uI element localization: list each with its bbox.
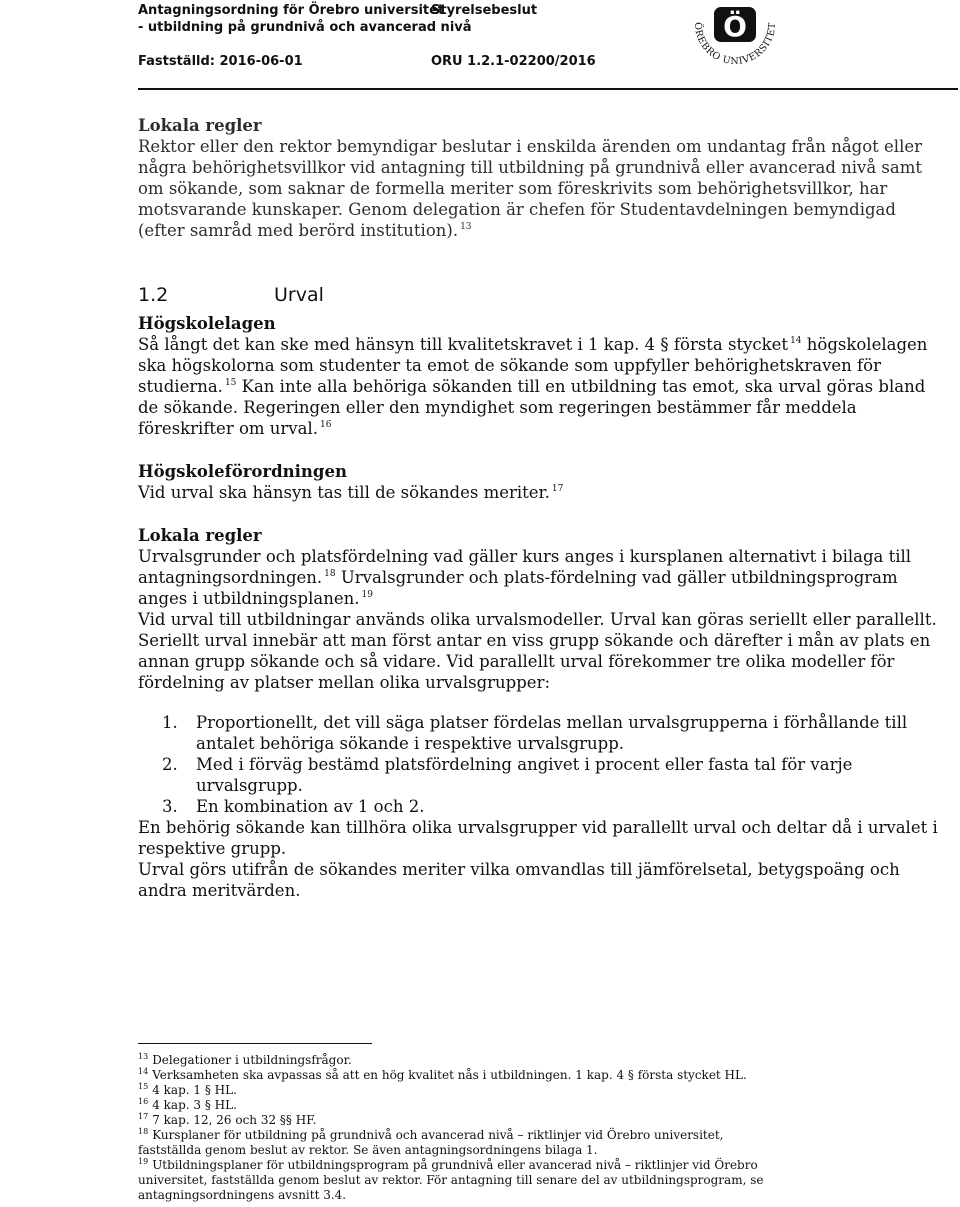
footnote-ref-18: 18 — [324, 569, 336, 579]
selection-models-list — [138, 712, 938, 817]
list-item-text: Med i förväg bestämd platsfördelning angivet i procent eller fasta tal för varje urvalsgrupp. — [196, 755, 853, 795]
list-item-number: 3. — [162, 797, 178, 816]
footnote-text: Verksamheten ska avpassas så att en hög kvalitet nås i utbildningen. 1 kap. 4 § första stycket HL. — [152, 1068, 747, 1082]
logo-text: ÖREBRO UNIVERSITET — [691, 21, 779, 68]
established-date: Fastställd: 2016-06-01 — [138, 54, 303, 69]
local-rules-heading: Lokala regler — [138, 526, 262, 545]
list-item-text: Proportionellt, det vill säga platser fördelas mellan urvalsgrupperna i förhållande till antalet behöriga sökande i respektive urvalsgrupp. — [196, 713, 908, 753]
decision-type: Styrelsebeslut — [431, 3, 538, 18]
local-rules-block — [138, 525, 938, 901]
footnote — [138, 1053, 778, 1068]
reference-number: ORU 1.2.1-02200/2016 — [431, 54, 596, 69]
local-rules-paragraph-3: En behörig sökande kan tillhöra olika urvalsgrupper vid parallellt urval och deltar då i urvalet i respektive grupp. — [138, 818, 938, 858]
section-heading — [138, 283, 938, 307]
hogskoleforordningen-heading: Högskoleförordningen — [138, 462, 347, 481]
university-logo — [683, 2, 787, 74]
document-title-line-2: - utbildning på grundnivå och avancerad nivå — [138, 20, 472, 35]
document-body — [138, 115, 938, 901]
section-number: 1.2 — [138, 284, 169, 306]
local-rules-top-block — [138, 115, 938, 241]
footnote-ref-15: 15 — [224, 378, 237, 388]
list-item-number: 1. — [162, 713, 178, 732]
local-rules-paragraph-1 — [138, 546, 938, 609]
footnotes — [138, 1053, 778, 1203]
footnote-ref-13: 13 — [460, 222, 472, 232]
footnote — [138, 1158, 778, 1203]
hogskolelagen-paragraph — [138, 334, 938, 439]
footnote-number: 19 — [138, 1157, 149, 1166]
hogskolelagen-text-3: Kan inte alla behöriga sökanden till en utbildning tas emot, ska urval göras bland de sökande. Regeringen eller den myndighet som regeringen bestämmer får meddela föreskrifter om urval. — [138, 377, 926, 438]
footnote-ref-14: 14 — [790, 336, 802, 346]
footnote-text: Kursplaner för utbildning på grundnivå och avancerad nivå – riktlinjer vid Örebro universitet, fastställda genom beslut av rektor. Se även antagningsordningens bilaga 1. — [138, 1128, 724, 1157]
footnote-separator — [138, 1043, 372, 1044]
local-rules-top-text: Rektor eller den rektor bemyndigar beslutar i enskilda ärenden om undantag från något eller några behörighetsvillkor vid antagning till utbildning på grundnivå eller avancerad nivå samt om sökande, som saknar de formella meriter som föreskrivits som behörighetsvillkor, har motsvarande kunskaper. Genom delegation är chefen för Studentavdelningen bemyndigad (efter samråd med berörd institution). — [138, 137, 923, 240]
local-rules-top-paragraph — [138, 136, 938, 241]
footnote — [138, 1098, 778, 1113]
footnote — [138, 1113, 778, 1128]
local-rules-paragraph-2: Vid urval till utbildningar används olika urvalsmodeller. Urval kan göras seriellt eller parallellt. Seriellt urval innebär att man först antar en viss grupp sökande och därefter i mån av plats en annan grupp sökande och så vidare. Vid parallellt urval förekommer tre olika modeller för fördelning av platser mellan olika urvalsgrupper: — [138, 610, 937, 692]
footnote-text: 7 kap. 12, 26 och 32 §§ HF. — [152, 1113, 317, 1127]
header-rule — [138, 88, 958, 90]
section-title: Urval — [274, 284, 324, 306]
hogskolelagen-heading: Högskolelagen — [138, 314, 276, 333]
footnote-text: Delegationer i utbildningsfrågor. — [152, 1053, 352, 1067]
local-rules-top-heading: Lokala regler — [138, 116, 262, 135]
hogskolelagen-text-2: högskolelagen ska högskolorna som studenter ta emot de sökande som uppfyller behörighetskraven för studierna. — [138, 335, 928, 396]
footnote-number: 17 — [138, 1112, 149, 1121]
hogskolelagen-block — [138, 313, 938, 439]
hogskoleforordningen-text: Vid urval ska hänsyn tas till de sökandes meriter. — [138, 483, 550, 502]
footnote — [138, 1083, 778, 1098]
document-title — [138, 2, 472, 36]
hogskoleforordningen-block — [138, 461, 938, 503]
local-rules-text-1: Urvalsgrunder och platsfördelning vad gäller kurs anges i kursplanen alternativt i bilaga till antagningsordningen. — [138, 547, 912, 587]
logo-letter: Ö — [723, 10, 747, 43]
footnote-number: 18 — [138, 1127, 149, 1136]
hogskoleforordningen-paragraph — [138, 482, 938, 503]
list-item — [162, 754, 938, 796]
hogskolelagen-text-1: Så långt det kan ske med hänsyn till kvalitetskravet i 1 kap. 4 § första stycket — [138, 335, 789, 354]
footnote-number: 16 — [138, 1097, 149, 1106]
footnote — [138, 1128, 778, 1158]
footnote-text: 4 kap. 1 § HL. — [152, 1083, 237, 1097]
footnote-number: 13 — [138, 1052, 149, 1061]
list-item-number: 2. — [162, 755, 178, 774]
local-rules-paragraph-4: Urval görs utifrån de sökandes meriter vilka omvandlas till jämförelsetal, betygspoäng och andra meritvärden. — [138, 860, 900, 900]
footnote-text: 4 kap. 3 § HL. — [152, 1098, 237, 1112]
footnote-ref-16: 16 — [319, 420, 332, 430]
footnote-ref-19: 19 — [361, 590, 373, 600]
footnote-number: 15 — [138, 1082, 149, 1091]
list-item — [162, 796, 938, 817]
footnote-text: Utbildningsplaner för utbildningsprogram på grundnivå eller avancerad nivå – riktlinjer vid Örebro universitet, fastställda genom beslut av rektor. För antagning till senare del av utbildningsprogram, se antagningsordningens avsnitt 3.4. — [138, 1158, 764, 1202]
document-title-line-1: Antagningsordning för Örebro universitet — [138, 3, 445, 18]
list-item-text: En kombination av 1 och 2. — [196, 797, 425, 816]
list-item — [162, 712, 938, 754]
footnote-number: 14 — [138, 1067, 149, 1076]
footnote — [138, 1068, 778, 1083]
footnote-ref-17: 17 — [551, 484, 564, 494]
local-rules-text-2: Urvalsgrunder och plats-fördelning vad gäller utbildningsprogram anges i utbildningsplanen. — [138, 568, 898, 608]
